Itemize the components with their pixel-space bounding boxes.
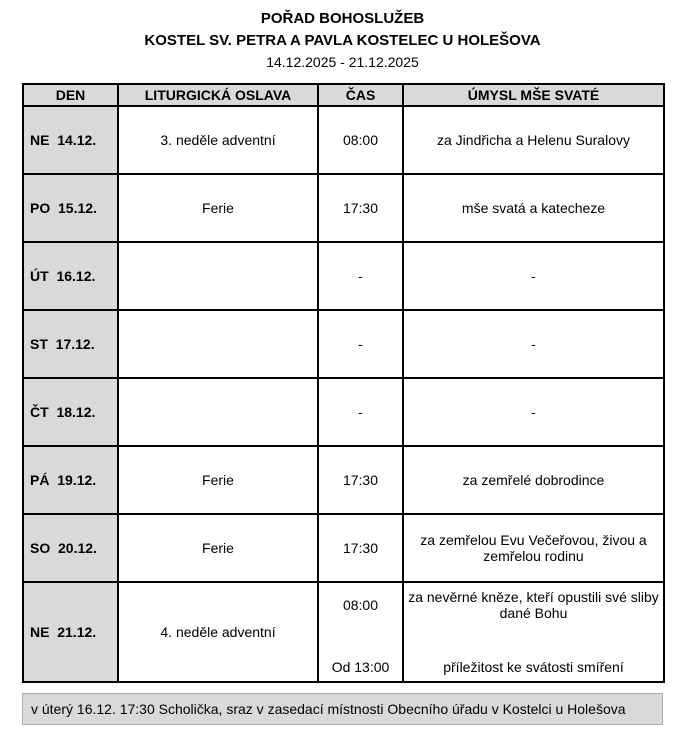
time-cell: 17:30 bbox=[318, 174, 403, 242]
intention-cell: za zemřelé dobrodince bbox=[403, 446, 664, 514]
time-cell: 08:00 bbox=[318, 106, 403, 174]
document-header bbox=[22, 8, 663, 73]
day-cell: NE 21.12. bbox=[23, 582, 118, 682]
celebration-cell bbox=[118, 310, 318, 378]
intention-cell: - bbox=[403, 378, 664, 446]
table-row bbox=[23, 310, 664, 378]
time-cell: 17:30 bbox=[318, 514, 403, 582]
day-cell: SO 20.12. bbox=[23, 514, 118, 582]
time-value-morning: 08:00 bbox=[342, 596, 379, 613]
page-title: POŘAD BOHOSLUŽEB bbox=[260, 10, 425, 27]
intention-cell bbox=[403, 582, 664, 682]
celebration-cell: Ferie bbox=[118, 174, 318, 242]
page-subtitle: KOSTEL SV. PETRA A PAVLA KOSTELEC U HOLEŠOVA bbox=[144, 31, 541, 49]
celebration-cell bbox=[118, 378, 318, 446]
date-range: 14.12.2025 - 21.12.2025 bbox=[266, 53, 419, 70]
intention-cell: za Jindřicha a Helenu Suralovy bbox=[403, 106, 664, 174]
footer-note: v úterý 16.12. 17:30 Scholička, sraz v zasedací místnosti Obecního úřadu v Kostelci u Holešova bbox=[22, 693, 663, 725]
intention-cell: - bbox=[403, 242, 664, 310]
time-cell: - bbox=[318, 378, 403, 446]
column-header-cas: ČAS bbox=[318, 84, 403, 106]
day-cell: ST 17.12. bbox=[23, 310, 118, 378]
table-row bbox=[23, 582, 664, 682]
schedule-table bbox=[22, 83, 665, 683]
table-row bbox=[23, 106, 664, 174]
table-row bbox=[23, 242, 664, 310]
table-row bbox=[23, 446, 664, 514]
time-cell: 17:30 bbox=[318, 446, 403, 514]
celebration-cell: 4. neděle adventní bbox=[118, 582, 318, 682]
column-header-oslava: LITURGICKÁ OSLAVA bbox=[118, 84, 318, 106]
column-header-umysl: ÚMYSL MŠE SVATÉ bbox=[403, 84, 664, 106]
intention-cell: mše svatá a katecheze bbox=[403, 174, 664, 242]
column-header-den: DEN bbox=[23, 84, 118, 106]
time-cell: - bbox=[318, 242, 403, 310]
day-cell: ÚT 16.12. bbox=[23, 242, 118, 310]
time-value-afternoon: Od 13:00 bbox=[331, 658, 390, 675]
celebration-cell: Ferie bbox=[118, 446, 318, 514]
table-row bbox=[23, 514, 664, 582]
day-cell: PÁ 19.12. bbox=[23, 446, 118, 514]
celebration-cell: 3. neděle adventní bbox=[118, 106, 318, 174]
intention-cell: - bbox=[403, 310, 664, 378]
celebration-cell: Ferie bbox=[118, 514, 318, 582]
celebration-cell bbox=[118, 242, 318, 310]
intention-cell: za zemřelou Evu Večeřovou, živou a zemřelou rodinu bbox=[403, 514, 664, 582]
time-cell bbox=[318, 582, 403, 682]
day-cell: PO 15.12. bbox=[23, 174, 118, 242]
time-cell: - bbox=[318, 310, 403, 378]
table-row bbox=[23, 174, 664, 242]
intention-value-afternoon: příležitost ke svátosti smíření bbox=[443, 658, 624, 675]
day-cell: NE 14.12. bbox=[23, 106, 118, 174]
intention-value-morning: za nevěrné kněze, kteří opustili své sliby dané Bohu bbox=[408, 588, 659, 621]
table-header-row bbox=[23, 84, 664, 106]
day-cell: ČT 18.12. bbox=[23, 378, 118, 446]
table-row bbox=[23, 378, 664, 446]
